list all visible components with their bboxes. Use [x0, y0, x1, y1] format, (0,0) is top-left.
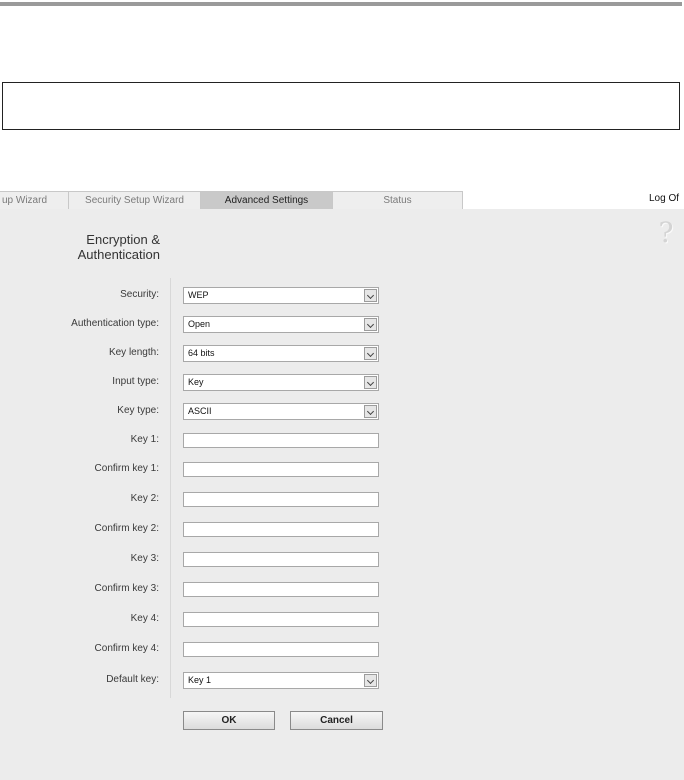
key-type-label: Key type: — [117, 405, 159, 416]
chevron-down-icon — [364, 289, 377, 302]
default-key-value: Key 1 — [188, 675, 212, 685]
help-icon[interactable]: ? — [658, 216, 674, 249]
security-value: WEP — [188, 290, 209, 300]
tab-bar — [0, 191, 684, 209]
key4-label: Key 4: — [130, 613, 159, 624]
key3-label: Key 3: — [130, 553, 159, 564]
key1-label: Key 1: — [130, 434, 159, 445]
tab-advanced-settings[interactable]: Advanced Settings — [201, 191, 333, 209]
input-type-label: Input type: — [112, 376, 159, 387]
section-title-line2: Authentication — [77, 247, 160, 262]
ok-button[interactable]: OK — [183, 711, 275, 730]
default-key-select[interactable] — [183, 672, 379, 689]
section-title — [40, 232, 160, 262]
chevron-down-icon — [364, 674, 377, 687]
key3-input[interactable] — [183, 552, 379, 567]
auth-type-value: Open — [188, 319, 211, 329]
key1-input[interactable] — [183, 433, 379, 448]
key-length-label: Key length: — [108, 347, 159, 358]
confirm-key3-input[interactable] — [183, 582, 379, 597]
input-type-value: Key — [188, 377, 204, 387]
confirm-key2-label: Confirm key 2: — [94, 523, 159, 534]
chevron-down-icon — [364, 405, 377, 418]
confirm-key2-input[interactable] — [183, 522, 379, 537]
confirm-key4-input[interactable] — [183, 642, 379, 657]
column-divider — [170, 278, 171, 698]
cancel-button[interactable]: Cancel — [290, 711, 383, 730]
auth-type-select[interactable] — [183, 316, 379, 333]
chevron-down-icon — [364, 347, 377, 360]
key2-label: Key 2: — [130, 493, 159, 504]
section-title-line1: Encryption & — [86, 232, 160, 247]
log-off-link[interactable]: Log Of — [649, 193, 680, 204]
tab-security-setup-wizard[interactable]: Security Setup Wizard — [69, 191, 201, 209]
chevron-down-icon — [364, 376, 377, 389]
confirm-key1-label: Confirm key 1: — [94, 463, 159, 474]
top-divider — [0, 2, 682, 6]
tab-status[interactable]: Status — [333, 191, 463, 209]
key4-input[interactable] — [183, 612, 379, 627]
auth-type-label: Authentication type: — [71, 318, 159, 329]
key-type-select[interactable] — [183, 403, 379, 420]
key-length-value: 64 bits — [188, 348, 215, 358]
confirm-key4-label: Confirm key 4: — [94, 643, 159, 654]
security-label: Security: — [120, 289, 159, 300]
key-length-select[interactable] — [183, 345, 379, 362]
confirm-key3-label: Confirm key 3: — [94, 583, 159, 594]
key-type-value: ASCII — [188, 406, 212, 416]
key2-input[interactable] — [183, 492, 379, 507]
confirm-key1-input[interactable] — [183, 462, 379, 477]
input-type-select[interactable] — [183, 374, 379, 391]
chevron-down-icon — [364, 318, 377, 331]
note-box — [2, 82, 680, 130]
default-key-label: Default key: — [106, 674, 159, 685]
tab-setup-wizard[interactable]: up Wizard — [0, 191, 69, 209]
security-select[interactable] — [183, 287, 379, 304]
